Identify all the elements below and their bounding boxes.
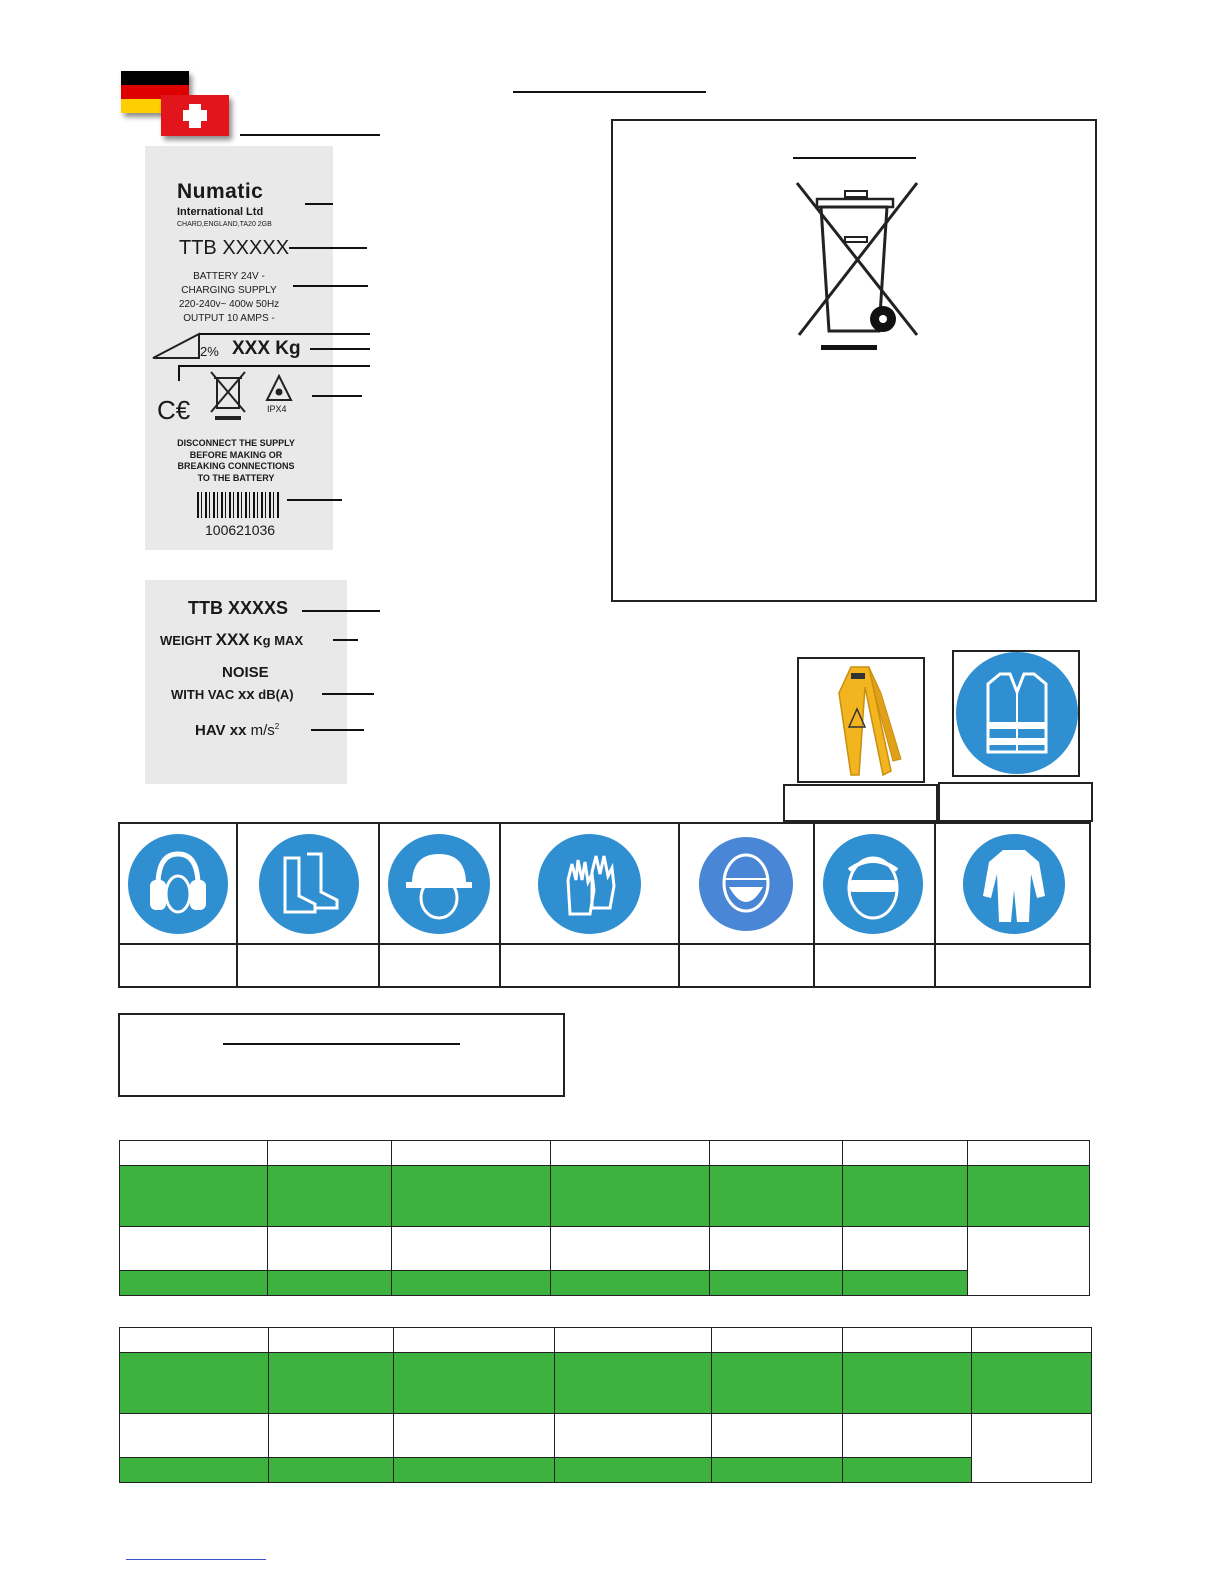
barcode xyxy=(197,492,281,518)
rating-label xyxy=(145,146,333,550)
note-box xyxy=(118,1013,565,1097)
spec-weight: WEIGHT XXX Kg MAX xyxy=(160,630,304,649)
high-visibility-vest-icon xyxy=(956,652,1078,774)
dust-mask-icon xyxy=(699,837,793,931)
ipx4-triangle-icon xyxy=(265,374,293,402)
safety-boots-icon xyxy=(259,834,359,934)
ce-mark-icon: C€ xyxy=(157,395,191,425)
callout-line xyxy=(310,348,370,350)
ear-protection-icon xyxy=(128,834,228,934)
company-name: International Ltd xyxy=(177,206,264,218)
battery-warning: DISCONNECT THE SUPPLY BEFORE MAKING OR BREAKING CONNECTIONS TO THE BATTERY xyxy=(177,438,295,483)
callout-line xyxy=(322,693,374,695)
overalls-icon xyxy=(963,834,1065,934)
callout-line xyxy=(311,729,364,731)
callout-line xyxy=(333,639,358,641)
wet-floor-caption-box xyxy=(783,784,938,822)
weee-heading-underline xyxy=(793,157,916,159)
callout-line xyxy=(287,499,342,501)
noise-value: WITH VAC xx dB(A) xyxy=(171,686,294,703)
spec-model: TTB XXXXS xyxy=(188,598,289,618)
high-visibility-caption-box xyxy=(938,782,1093,822)
serial-number: 100621036 xyxy=(205,522,276,538)
ipx-rating: IPX4 xyxy=(267,404,287,414)
callout-line xyxy=(289,247,367,249)
callout-line xyxy=(302,610,380,612)
safety-glasses-icon xyxy=(823,834,923,934)
callout-line xyxy=(178,365,370,367)
ppe-icons-table xyxy=(118,822,1091,988)
spec-table-1 xyxy=(119,1140,1090,1296)
callout-line xyxy=(305,203,333,205)
callout-line xyxy=(293,285,368,287)
noise-title: NOISE xyxy=(222,664,269,681)
weight-value: XXX Kg xyxy=(232,338,301,359)
note-heading-underline xyxy=(223,1043,460,1045)
company-address: CHARD,ENGLAND,TA20 2GB xyxy=(177,221,272,228)
spec-table-2 xyxy=(119,1327,1092,1483)
wet-floor-sign-box xyxy=(797,657,925,783)
gradient-value: 2% xyxy=(200,344,219,359)
brand-name: Numatic xyxy=(177,180,264,203)
callout-line xyxy=(312,395,362,397)
footer-link-underline[interactable] xyxy=(126,1559,266,1560)
callout-line xyxy=(200,333,370,335)
hav-value: HAV xx $m/s^2$ xyxy=(195,722,280,739)
title-underline xyxy=(513,91,706,93)
weee-small-icon xyxy=(207,370,249,422)
callout-line xyxy=(178,365,180,381)
weee-disposal-box xyxy=(611,119,1097,602)
gradient-icon xyxy=(151,332,201,360)
wet-floor-sign-icon xyxy=(825,663,905,779)
switzerland-flag xyxy=(161,95,229,136)
high-visibility-box xyxy=(952,650,1080,777)
model-number: TTB XXXXX xyxy=(179,237,290,259)
gloves-icon xyxy=(538,834,641,934)
crossed-bin-icon xyxy=(791,179,923,351)
hard-hat-icon xyxy=(388,834,490,934)
flag-caption-line xyxy=(240,134,380,136)
battery-spec: BATTERY 24V - CHARGING SUPPLY 220-240v~ 400w 50Hz OUTPUT 10 AMPS - xyxy=(178,271,280,324)
